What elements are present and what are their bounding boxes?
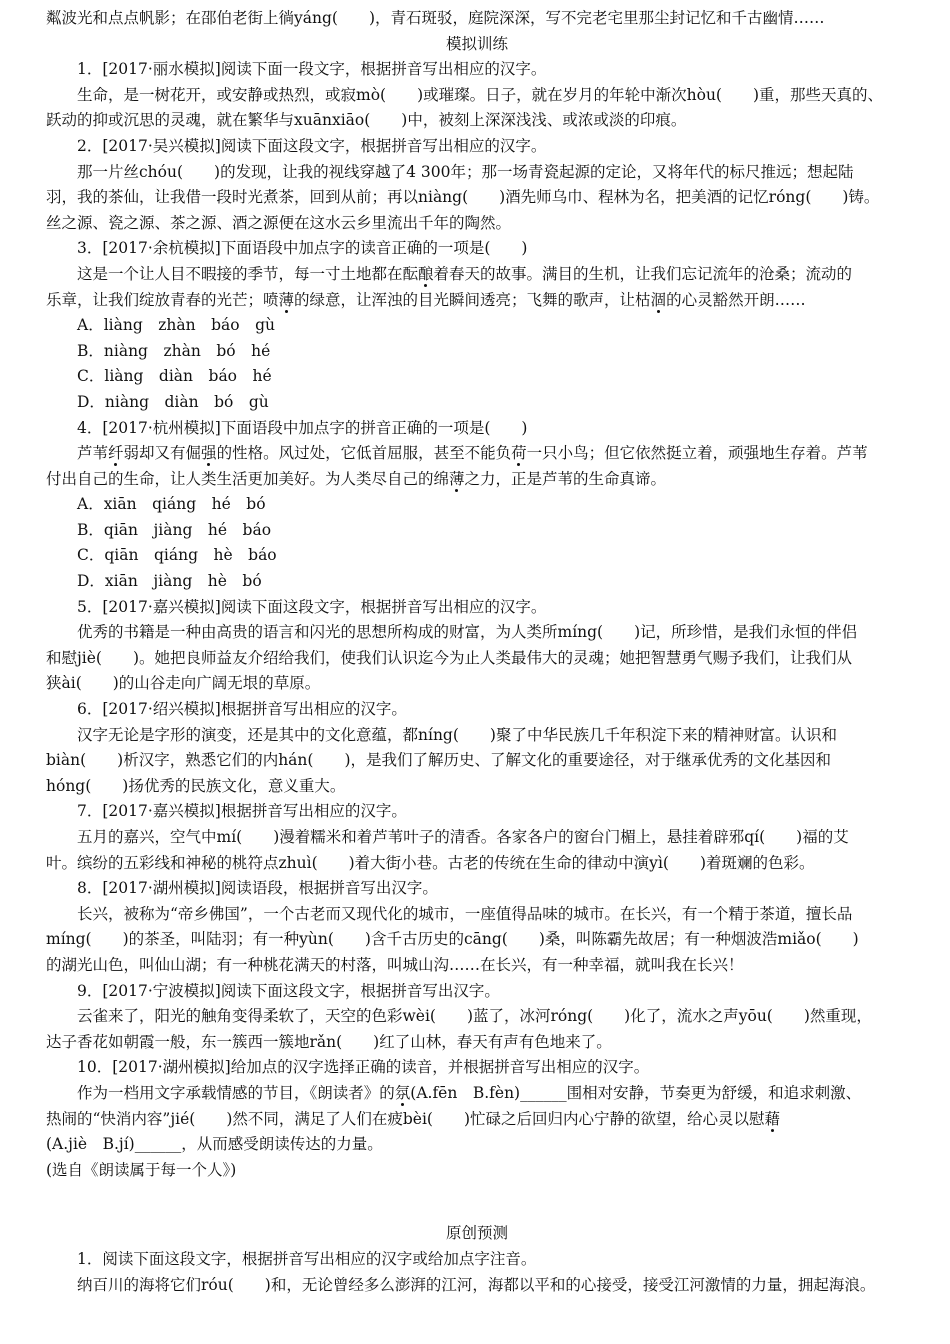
question-7-line: 叶。缤纷的五彩线和神秘的桃符点zhuì( )着大街小巷。古老的传统在生命的律动中演yì( )着斑斓的色彩。: [46, 853, 815, 872]
question-8-line: 的湖光山色，叫仙山湖；有一种桃花满天的村落，叫城山沟……在长兴，有一种幸福，就叫我在长兴！: [46, 955, 744, 974]
question-3-option-c: C．liàng diàn báo hé: [77, 367, 272, 386]
prediction-1-line: 纳百川的海将它们róu( )和，无论曾经多么澎湃的江河，海都以平和的心接受，接受江河激情的力量，拥起海浪。: [77, 1275, 876, 1294]
question-6-line: hóng( )扬优秀的民族文化，意义重大。: [46, 776, 346, 795]
question-1-line: 生命，是一树花开，或安静或热烈，或寂mò( )或璀璨。日子，就在岁月的年轮中渐次hòu( )重，那些天真的、: [77, 85, 884, 104]
question-10-line: (A.jiè B.jí)______，从而感受朗读传达的力量。: [46, 1135, 383, 1154]
section-gap: [46, 1183, 908, 1221]
intro-text: 粼波光和点点帆影；在邵伯老街上徜yáng( )，青石斑驳，庭院深深，写不完老宅里那尘封记忆和千古幽情……: [46, 9, 825, 27]
question-8-line: 长兴，被称为“帝乡佛国”，一个古老而又现代化的城市，一座值得品味的城市。在长兴，有一个精于茶道，擅长品: [77, 904, 853, 923]
question-3-head: 3．[2017·余杭模拟]下面语段中加点字的读音正确的一项是( ): [77, 239, 528, 258]
question-6-line: 汉字无论是字形的演变，还是其中的文化意蕴，都níng( )聚了中华民族几千年积淀下来的精神财富。认识和: [77, 725, 837, 744]
question-5-line: 和慰jiè( )。她把良师益友介绍给我们，使我们认识迄今为止人类最伟大的灵魂；她把智慧勇气赐予我们，让我们从: [46, 648, 853, 667]
question-10-head: 10．[2017·湖州模拟]给加点的汉字选择正确的读音，并根据拼音写出相应的汉字。: [77, 1058, 650, 1077]
prediction-1-head: 1．阅读下面这段文字，根据拼音写出相应的汉字或给加点字注音。: [77, 1249, 537, 1268]
question-1-head: 1．[2017·丽水模拟]阅读下面一段文字，根据拼音写出相应的汉字。: [77, 60, 547, 79]
question-5-head: 5．[2017·嘉兴模拟]阅读下面这段文字，根据拼音写出相应的汉字。: [77, 597, 547, 616]
question-3-line: 乐章，让我们绽放青春的光芒；喷薄的绿意，让浑浊的目光瞬间透亮；飞舞的歌声，让枯涸的心灵豁然开朗……: [46, 290, 806, 309]
document-page: [46, 6, 908, 1298]
question-7-head: 7．[2017·嘉兴模拟]根据拼音写出相应的汉字。: [77, 802, 407, 821]
question-3-option-b: B．niàng zhàn bó hé: [77, 341, 271, 360]
question-4-option-b: B．qiān jiàng hé báo: [77, 520, 272, 539]
question-10-line: 作为一档用文字承载情感的节目，《朗读者》的氛(A.fēn B.fèn)______围相对安静，节奏更为舒缓，和追求刺激、: [77, 1083, 862, 1102]
question-6-line: biàn( )析汉字，熟悉它们的内hán( )，是我们了解历史、了解文化的重要途径，对于继承优秀的文化基因和: [46, 751, 832, 770]
question-9-line: 达子香花如朝霞一般，东一簇西一簇地rǎn( )红了山林，春天有声有色地来了。: [46, 1032, 612, 1051]
question-3-option-a: A．liàng zhàn báo gù: [77, 316, 276, 335]
question-3-line: 这是一个让人目不暇接的季节，每一寸土地都在酝酿着春天的故事。满目的生机，让我们忘记流年的沧桑；流动的: [77, 264, 853, 283]
question-1-line: 跃动的抑或沉思的灵魂，就在繁华与xuānxiāo( )中，被刻上深深浅浅、或浓或淡的印痕。: [46, 111, 687, 130]
question-5-line: 狭ài( )的山谷走向广阔无垠的草原。: [46, 674, 321, 693]
section-title-mock-training: 模拟训练: [445, 34, 508, 53]
question-4-line: 付出自己的生命，让人类生活更加美好。为人类尽自己的绵薄之力，正是芦苇的生命真谛。: [46, 469, 667, 488]
question-2-head: 2．[2017·吴兴模拟]阅读下面这段文字，根据拼音写出相应的汉字。: [77, 136, 547, 155]
question-4-option-a: A．xiān qiáng hé bó: [77, 495, 266, 514]
question-4-head: 4．[2017·杭州模拟]下面语段中加点字的拼音正确的一项是( ): [77, 418, 528, 437]
question-4-line: 芦苇纤弱却又有倔强的性格。风过处，它低首屈服，甚至不能负荷一只小鸟；但它依然挺立着，顽强地生存着。芦苇: [77, 444, 868, 463]
question-8-head: 8．[2017·湖州模拟]阅读语段，根据拼音写出汉字。: [77, 879, 438, 898]
question-3-option-d: D．niàng diàn bó gù: [77, 392, 269, 411]
question-10-source: (选自《朗读属于每一个人》): [46, 1160, 237, 1179]
question-4-option-c: C．qiān qiáng hè báo: [77, 546, 277, 565]
question-7-line: 五月的嘉兴，空气中mí( )漫着糯米和着芦苇叶子的清香。各家各户的窗台门楣上，悬挂着辟邪qí( )福的艾: [77, 828, 849, 846]
question-6-head: 6．[2017·绍兴模拟]根据拼音写出相应的汉字。: [77, 700, 407, 719]
question-8-line: míng( )的茶圣，叫陆羽；有一种yùn( )含千古历史的cāng( )桑，叫陈霸先故居；有一种烟波浩miǎo( ): [46, 930, 859, 949]
question-9-line: 云雀来了，阳光的触角变得柔软了，天空的色彩wèi( )蓝了，冰河róng( )化了，流水之声yōu( )然重现，: [77, 1007, 872, 1026]
question-10-line: 热闹的“快消内容”jié( )然不同，满足了人们在疲bèi( )忙碌之后回归内心宁静的欲望，给心灵以慰藉: [46, 1109, 781, 1128]
question-2-line: 丝之源、瓷之源、茶之源、酒之源便在这水云乡里流出千年的陶然。: [46, 213, 512, 232]
section-title-original-prediction: 原创预测: [445, 1224, 508, 1243]
question-4-option-d: D．xiān jiàng hè bó: [77, 572, 262, 591]
question-2-line: 羽，我的茶仙，让我借一段时光煮茶，回到从前；再以niàng( )酒先师乌巾、程林为名，把美酒的记忆róng( )铸。: [46, 188, 880, 207]
question-9-head: 9．[2017·宁波模拟]阅读下面这段文字，根据拼音写出汉字。: [77, 981, 500, 1000]
question-2-line: 那一片丝chóu( )的发现，让我的视线穿越了4 300年；那一场青瓷起源的定论，又将年代的标尺推远；想起陆: [77, 162, 854, 181]
question-5-line: 优秀的书籍是一种由高贵的语言和闪光的思想所构成的财富，为人类所míng( )记，所珍惜，是我们永恒的伴侣: [77, 623, 858, 642]
